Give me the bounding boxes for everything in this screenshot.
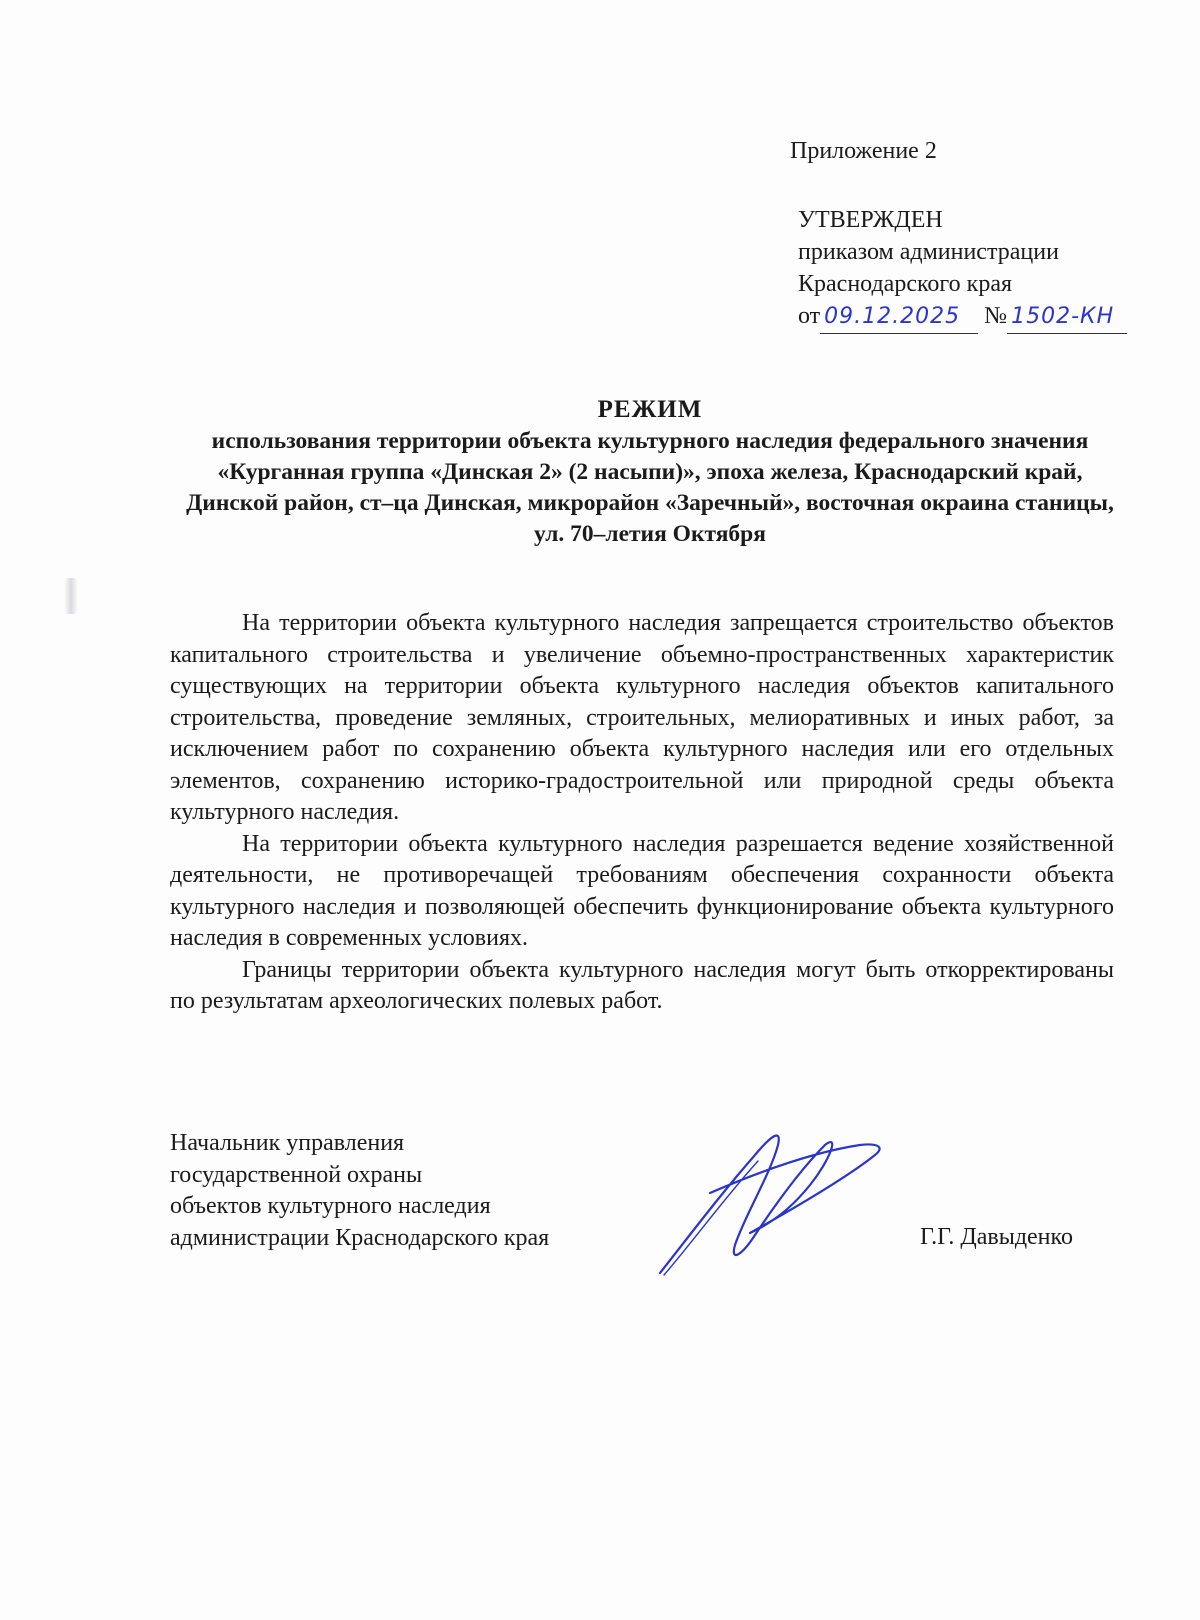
paragraph-permissions: На территории объекта культурного наследия разрешается ведение хозяйственной деятельности, не противоречащей требованиям обеспечения сохранности объекта культурного наследия и позволяющей обеспечить функционирование объекта культурного наследия в современных условиях. xyxy=(170,830,1114,951)
signer-name: Г.Г. Давыденко xyxy=(920,1224,1073,1250)
signer-position-line-2: государственной охраны xyxy=(170,1161,423,1188)
date-prefix: от xyxy=(798,303,821,329)
paragraph-prohibitions: На территории объекта культурного наследия запрещается строительство объектов капитального строительства и увеличение объемно-пространственных характеристик существующих на территории объекта культурного наследия объектов капитального строительства, проведение земляных, строительных, мелиоративных и иных работ, за исключением работ по сохранению объекта культурного наследия или его отдельных элементов, сохранению историко-градостроительной или природной среды объекта культурного наследия. xyxy=(170,610,1114,825)
approval-line-2: Краснодарского края xyxy=(798,271,1013,297)
appendix-label: Приложение 2 xyxy=(790,138,937,164)
approval-line-1: приказом администрации xyxy=(798,239,1059,265)
signer-position xyxy=(170,1128,549,1254)
signer-position-line-3: объектов культурного наследия xyxy=(170,1193,491,1219)
order-date-number-line xyxy=(798,300,1127,334)
paragraph-boundaries: Границы территории объекта культурного наследия могут быть откорректированы по результатам археологических полевых работ. xyxy=(170,956,1114,1014)
signer-position-line-1: Начальник управления xyxy=(170,1130,405,1156)
handwritten-order-number: 1502-КН xyxy=(1007,301,1127,334)
number-prefix: № xyxy=(984,303,1008,329)
approval-block xyxy=(798,204,1127,334)
document-title: РЕЖИМ xyxy=(597,396,703,423)
handwritten-signature xyxy=(650,1115,890,1285)
document-subtitle: использования территории объекта культурного наследия федерального значения «Курганная группа «Динская 2» (2 насыпи)», эпоха железа, Краснодарский край, Динской район, ст–ца Динская, микрорайон «Заречный», восточная окраина станицы, ул. 70–летия Октября xyxy=(186,428,1114,547)
document-body xyxy=(170,608,1114,1018)
handwritten-order-date: 09.12.2025 xyxy=(820,301,978,334)
signer-position-line-4: администрации Краснодарского края xyxy=(170,1224,550,1251)
approval-status: УТВЕРЖДЕН xyxy=(798,207,943,233)
scan-artifact xyxy=(64,578,78,614)
